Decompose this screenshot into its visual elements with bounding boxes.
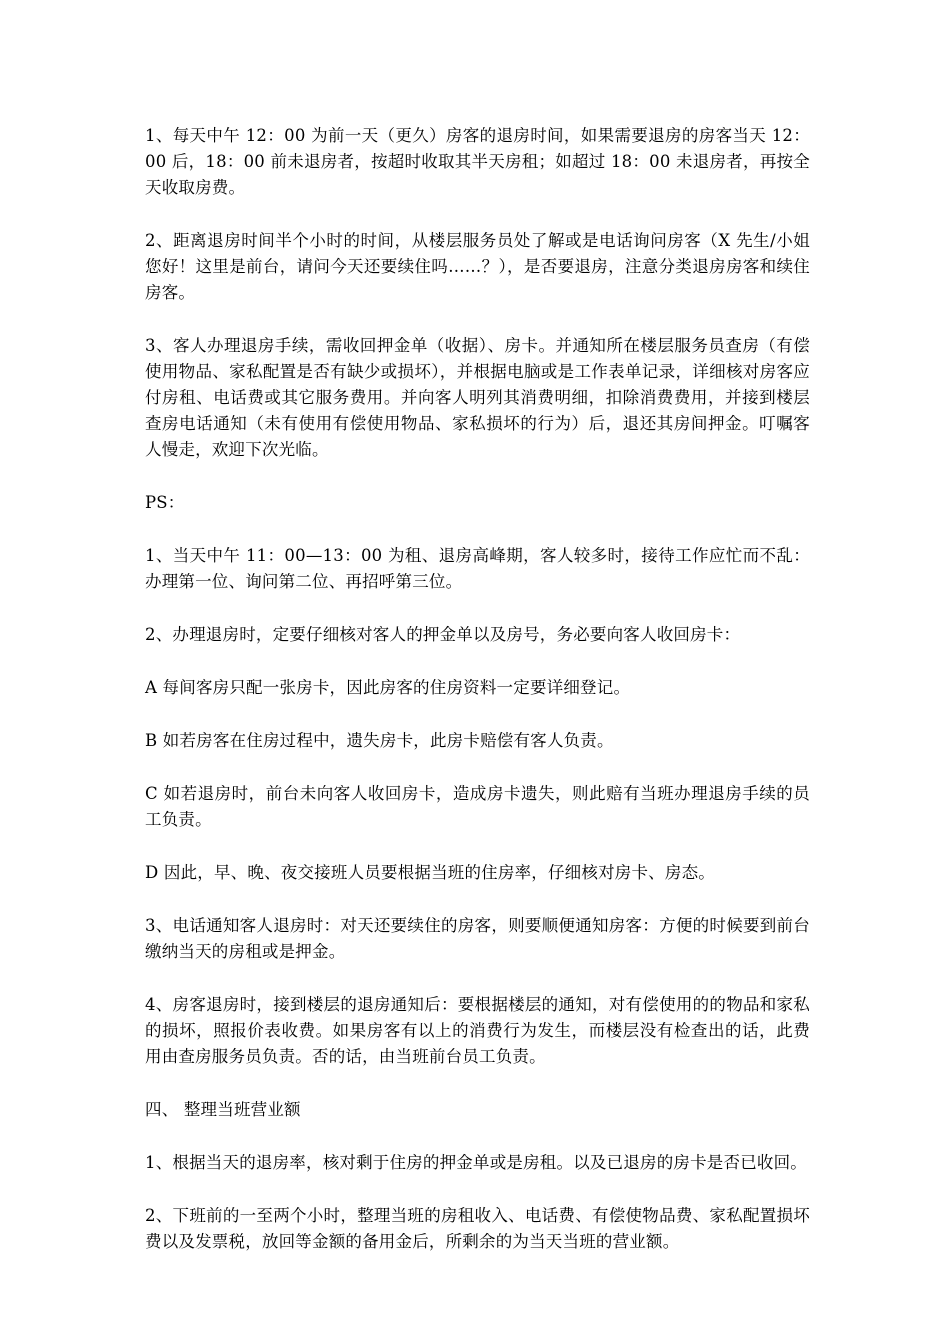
paragraph-item-c: C 如若退房时，前台未向客人收回房卡，造成房卡遗失，则此赔有当班办理退房手续的员工负责。 — [145, 784, 810, 829]
paragraph-inquire-guest: 2、距离退房时间半个小时的时间，从楼层服务员处了解或是电话询问房客（X 先生/小姐您好！这里是前台，请问今天还要续住吗……？），是否要退房，注意分类退房房客和续住房客。 — [145, 231, 810, 302]
section-heading-revenue: 四、 整理当班营业额 — [145, 1100, 301, 1119]
paragraph-ps-verify-deposit: 2、办理退房时，定要仔细核对客人的押金单以及房号，务必要向客人收回房卡： — [145, 625, 741, 644]
paragraph-revenue-check: 1、根据当天的退房率，核对剩于住房的押金单或是房租。以及已退房的房卡是否已收回。 — [145, 1153, 807, 1172]
paragraph-revenue-summary: 2、下班前的一至两个小时，整理当班的房租收入、电话费、有偿使物品费、家私配置损坏费以及发票税，放回等金额的备用金后，所剩余的为当天当班的营业额。 — [145, 1206, 810, 1251]
document-body — [145, 123, 810, 1282]
paragraph-item-d: D 因此，早、晚、夜交接班人员要根据当班的住房率，仔细核对房卡、房态。 — [145, 863, 715, 882]
paragraph-item-b: B 如若房客在住房过程中，遗失房卡，此房卡赔偿有客人负责。 — [145, 731, 614, 750]
paragraph-phone-notify: 3、电话通知客人退房时：对天还要续住的房客，则要顺便通知房客：方便的时候要到前台缴纳当天的房租或是押金。 — [145, 916, 810, 961]
paragraph-checkout-procedure: 3、客人办理退房手续，需收回押金单（收据）、房卡。并通知所在楼层服务员查房（有偿使用物品、家私配置是否有缺少或损坏），并根据电脑或是工作表单记录，详细核对房客应付房租、电话费或其它服务费用。并向客人明列其消费明细，扣除消费费用，并接到楼层查房电话通知（未有使用有偿使用物品、家私损坏的行为）后，退还其房间押金。叮嘱客人慢走，欢迎下次光临。 — [145, 336, 810, 459]
paragraph-ps-peak-time: 1、当天中午 11：00—13：00 为租、退房高峰期，客人较多时，接待工作应忙而不乱：办理第一位、询问第二位、再招呼第三位。 — [145, 546, 810, 591]
paragraph-ps-heading: PS： — [145, 493, 185, 512]
paragraph-item-a: A 每间客房只配一张房卡，因此房客的住房资料一定要详细登记。 — [145, 678, 631, 697]
paragraph-damage-charge: 4、房客退房时，接到楼层的退房通知后：要根据楼层的通知，对有偿使用的的物品和家私的损坏，照报价表收费。如果房客有以上的消费行为发生，而楼层没有检查出的话，此费用由查房服务员负责。否的话，由当班前台员工负责。 — [145, 995, 810, 1066]
paragraph-checkout-time: 1、每天中午 12：00 为前一天（更久）房客的退房时间，如果需要退房的房客当天 12：00 后，18：00 前未退房者，按超时收取其半天房租；如超过 18：00 未退房者，再按全天收取房费。 — [145, 126, 810, 197]
